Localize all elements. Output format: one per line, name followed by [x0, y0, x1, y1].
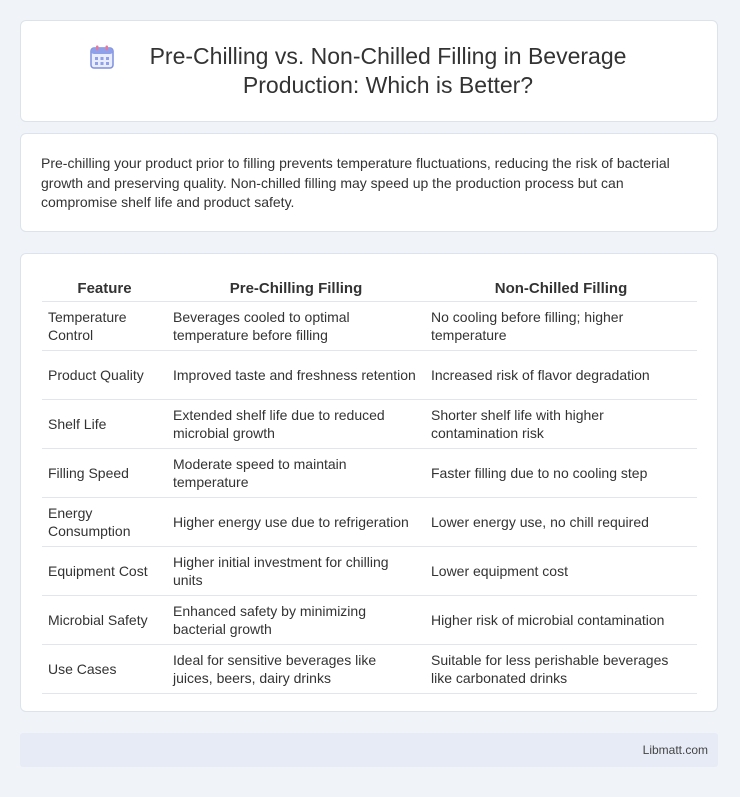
- footer: [20, 733, 718, 767]
- table-row: [42, 596, 697, 645]
- row-feature: Product Quality: [42, 351, 167, 400]
- row-non-chilled: Suitable for less perishable beverages like carbonated drinks: [425, 645, 697, 694]
- comparison-card: [20, 253, 718, 712]
- footer-brand-link[interactable]: Libmatt.com: [642, 743, 708, 757]
- title-card: [20, 20, 718, 122]
- row-pre-chilling: Ideal for sensitive beverages like juices, beers, dairy drinks: [167, 645, 425, 694]
- table-row: [42, 400, 697, 449]
- row-pre-chilling: Beverages cooled to optimal temperature before filling: [167, 302, 425, 351]
- row-pre-chilling: Extended shelf life due to reduced microbial growth: [167, 400, 425, 449]
- row-feature: Energy Consumption: [42, 498, 167, 547]
- row-pre-chilling: Moderate speed to maintain temperature: [167, 449, 425, 498]
- intro-card: [20, 133, 718, 232]
- table-header-row: [42, 274, 697, 302]
- row-non-chilled: Faster filling due to no cooling step: [425, 449, 697, 498]
- row-non-chilled: Higher risk of microbial contamination: [425, 596, 697, 645]
- table-row: [42, 547, 697, 596]
- row-feature: Microbial Safety: [42, 596, 167, 645]
- row-non-chilled: Lower energy use, no chill required: [425, 498, 697, 547]
- table-row: [42, 302, 697, 351]
- row-pre-chilling: Enhanced safety by minimizing bacterial growth: [167, 596, 425, 645]
- row-pre-chilling: Higher initial investment for chilling units: [167, 547, 425, 596]
- table-row: [42, 351, 697, 400]
- row-pre-chilling: Improved taste and freshness retention: [167, 351, 425, 400]
- calendar-icon: [89, 44, 115, 70]
- row-feature: Filling Speed: [42, 449, 167, 498]
- row-feature: Use Cases: [42, 645, 167, 694]
- page-title: Pre-Chilling vs. Non-Chilled Filling in Beverage Production: Which is Better?: [149, 43, 627, 98]
- comparison-table: [42, 274, 697, 694]
- table-row: [42, 645, 697, 694]
- column-header-pre-chilling: Pre-Chilling Filling: [167, 274, 425, 302]
- column-header-non-chilled: Non-Chilled Filling: [425, 274, 697, 302]
- table-row: [42, 498, 697, 547]
- row-non-chilled: Increased risk of flavor degradation: [425, 351, 697, 400]
- column-header-feature: Feature: [42, 274, 167, 302]
- title-row: [89, 42, 649, 100]
- row-feature: Equipment Cost: [42, 547, 167, 596]
- row-feature: Temperature Control: [42, 302, 167, 351]
- row-non-chilled: Shorter shelf life with higher contamination risk: [425, 400, 697, 449]
- intro-text: Pre-chilling your product prior to filling prevents temperature fluctuations, reducing the risk of bacterial growth and preserving quality. Non-chilled filling may speed up the production process but can compromise shelf life and product safety.: [41, 155, 670, 210]
- row-non-chilled: Lower equipment cost: [425, 547, 697, 596]
- row-pre-chilling: Higher energy use due to refrigeration: [167, 498, 425, 547]
- table-row: [42, 449, 697, 498]
- row-non-chilled: No cooling before filling; higher temperature: [425, 302, 697, 351]
- row-feature: Shelf Life: [42, 400, 167, 449]
